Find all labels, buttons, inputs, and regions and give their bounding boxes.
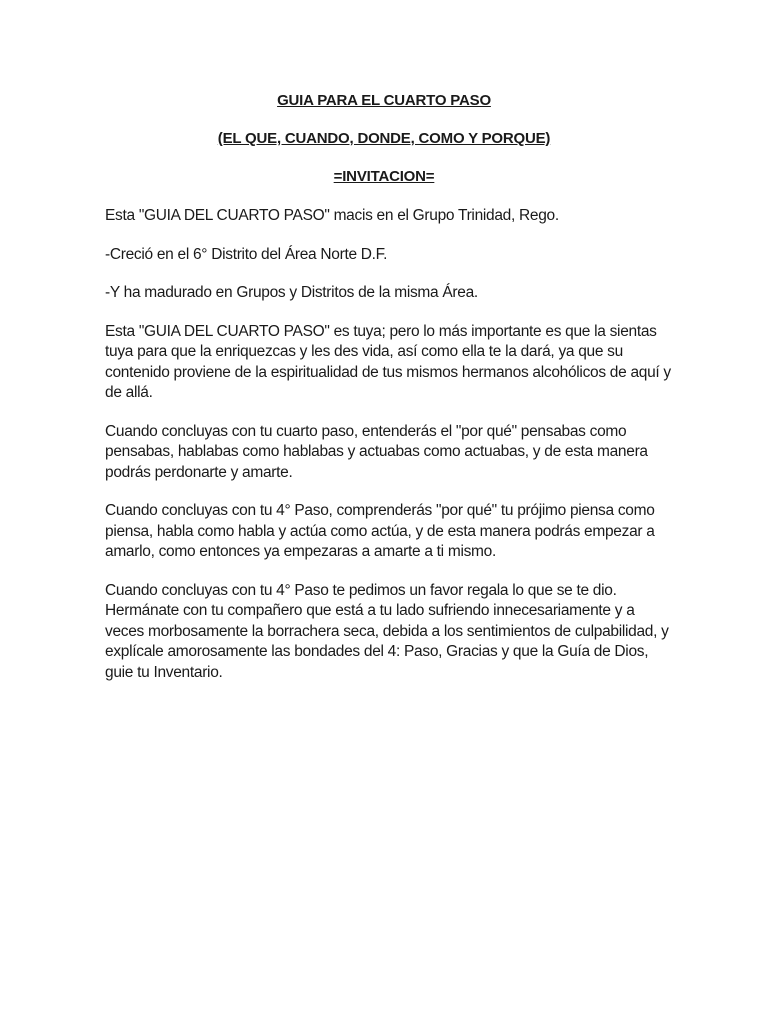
document-subtitle: (EL QUE, CUANDO, DONDE, COMO Y PORQUE)	[217, 130, 551, 147]
section-heading-invitacion: =INVITACION=	[333, 168, 435, 185]
paragraph: -Y ha madurado en Grupos y Distritos de la misma Área.	[105, 284, 478, 301]
heading-block	[0, 90, 768, 188]
document-title: GUIA PARA EL CUARTO PASO	[277, 92, 491, 109]
paragraph: Cuando concluyas con tu 4° Paso te pedimos un favor regala lo que se te dio. Hermánate con tu compañero que está a tu lado sufriendo innecesariamente y a veces morbosamente la borrachera seca, debida a los sentimientos de culpabilidad, y explícale amorosamente las bondades del 4: Paso, Gracias y que la Guía de Dios, guie tu Inventario.	[105, 581, 669, 681]
paragraph: -Creció en el 6° Distrito del Área Norte D.F.	[105, 245, 388, 263]
paragraph: Esta "GUIA DEL CUARTO PASO" macis en el Grupo Trinidad, Rego.	[105, 207, 559, 224]
paragraph: Cuando concluyas con tu 4° Paso, comprenderás "por qué" tu prójimo piensa como piensa, habla como habla y actúa como actúa, y de esta manera podrás empezar a amarlo, como entonces ya empezaras a amarte a ti mismo.	[105, 502, 655, 560]
document-body	[105, 206, 673, 701]
paragraph: Cuando concluyas con tu cuarto paso, entenderás el "por qué" pensabas como pensabas, hablabas como hablabas y actuabas como actuabas, y de esta manera podrás perdonarte y amarte.	[105, 422, 648, 481]
paragraph: Esta "GUIA DEL CUARTO PASO" es tuya; pero lo más importante es que la sientas tuya para que la enriquezcas y les des vida, así como ella te la dará, ya que su contenido proviene de la espiritualidad de tus mismos hermanos alcohólicos de aquí y de allá.	[105, 322, 671, 401]
